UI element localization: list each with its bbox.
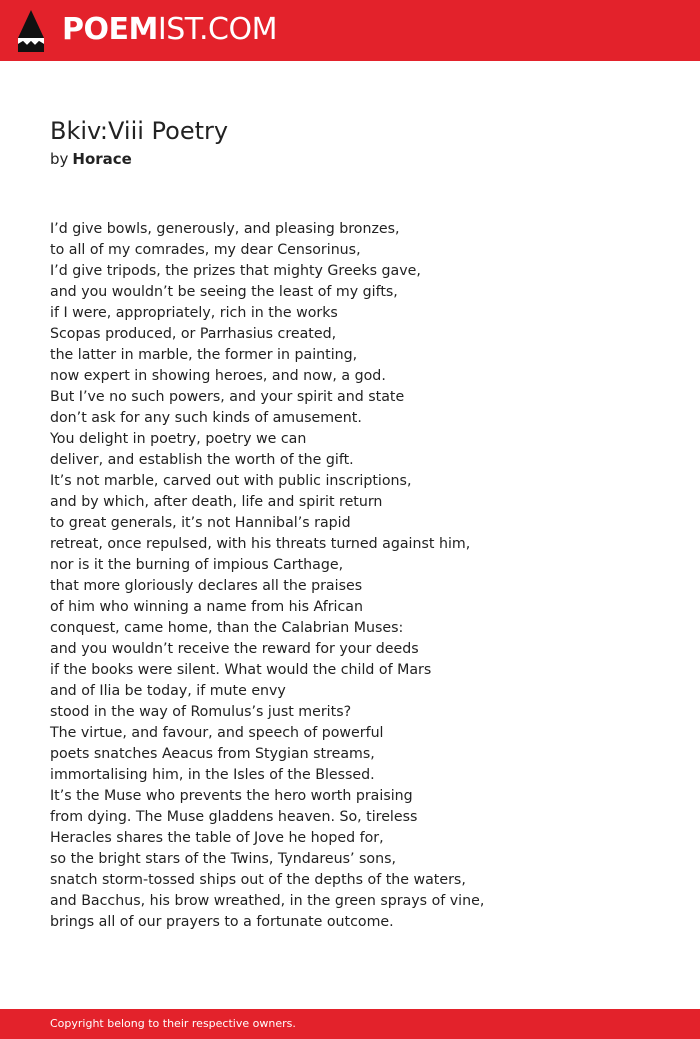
- site-header: [0, 0, 700, 61]
- logo-text-light: IST.COM: [157, 12, 277, 47]
- poem-line: stood in the way of Romulus’s just merits?: [50, 704, 352, 720]
- copyright-notice: Copyright belong to their respective owners.: [50, 1017, 296, 1030]
- logo-text-bold: POEM: [62, 12, 158, 47]
- poem-line: don’t ask for any such kinds of amusement.: [50, 410, 362, 426]
- poem-line: poets snatches Aeacus from Stygian streams,: [50, 746, 375, 762]
- poem-line: to great generals, it’s not Hannibal’s rapid: [50, 515, 351, 531]
- byline: [50, 149, 132, 169]
- poem-line: I’d give bowls, generously, and pleasing bronzes,: [50, 221, 400, 237]
- poem-line: and you wouldn’t receive the reward for your deeds: [50, 641, 419, 657]
- poem-line: It’s not marble, carved out with public inscriptions,: [50, 473, 412, 489]
- poem-body: [50, 219, 670, 933]
- poem-line: The virtue, and favour, and speech of powerful: [50, 725, 384, 741]
- poem-line: You delight in poetry, poetry we can: [50, 431, 307, 447]
- poem-line: so the bright stars of the Twins, Tyndareus’ sons,: [50, 851, 397, 867]
- poem-line: nor is it the burning of impious Carthage,: [50, 557, 344, 573]
- poem-line: conquest, came home, than the Calabrian Muses:: [50, 620, 404, 636]
- poem-line: and Bacchus, his brow wreathed, in the green sprays of vine,: [50, 893, 485, 909]
- poem-line: and you wouldn’t be seeing the least of my gifts,: [50, 284, 398, 300]
- pen-nib-icon: [18, 10, 44, 52]
- poem-line: of him who winning a name from his African: [50, 599, 363, 615]
- site-logo[interactable]: [62, 12, 277, 48]
- poem-line: and of Ilia be today, if mute envy: [50, 683, 286, 699]
- author-name: Horace: [72, 150, 132, 168]
- poem-line: deliver, and establish the worth of the gift.: [50, 452, 354, 468]
- poem-title: Bkiv:Viii Poetry: [50, 117, 229, 145]
- poem-line: I’d give tripods, the prizes that mighty Greeks gave,: [50, 263, 421, 279]
- poem-line: It’s the Muse who prevents the hero worth praising: [50, 788, 413, 804]
- site-footer: [0, 1009, 700, 1039]
- poem-line: But I’ve no such powers, and your spirit and state: [50, 389, 405, 405]
- poem-line: Heracles shares the table of Jove he hoped for,: [50, 830, 384, 846]
- poem-line: immortalising him, in the Isles of the Blessed.: [50, 767, 375, 783]
- poem-line: Scopas produced, or Parrhasius created,: [50, 326, 337, 342]
- poem-line: if I were, appropriately, rich in the works: [50, 305, 338, 321]
- poem-line: from dying. The Muse gladdens heaven. So, tireless: [50, 809, 418, 825]
- by-label: by: [50, 150, 69, 168]
- poem-line: to all of my comrades, my dear Censorinus,: [50, 242, 361, 258]
- poem-line: and by which, after death, life and spirit return: [50, 494, 383, 510]
- poem-line: if the books were silent. What would the child of Mars: [50, 662, 432, 678]
- poem-line: brings all of our prayers to a fortunate outcome.: [50, 914, 394, 930]
- poem-line: now expert in showing heroes, and now, a god.: [50, 368, 386, 384]
- poem-line: that more gloriously declares all the praises: [50, 578, 363, 594]
- poem-line: retreat, once repulsed, with his threats turned against him,: [50, 536, 471, 552]
- poem-line: the latter in marble, the former in painting,: [50, 347, 358, 363]
- poem-line: snatch storm-tossed ships out of the depths of the waters,: [50, 872, 466, 888]
